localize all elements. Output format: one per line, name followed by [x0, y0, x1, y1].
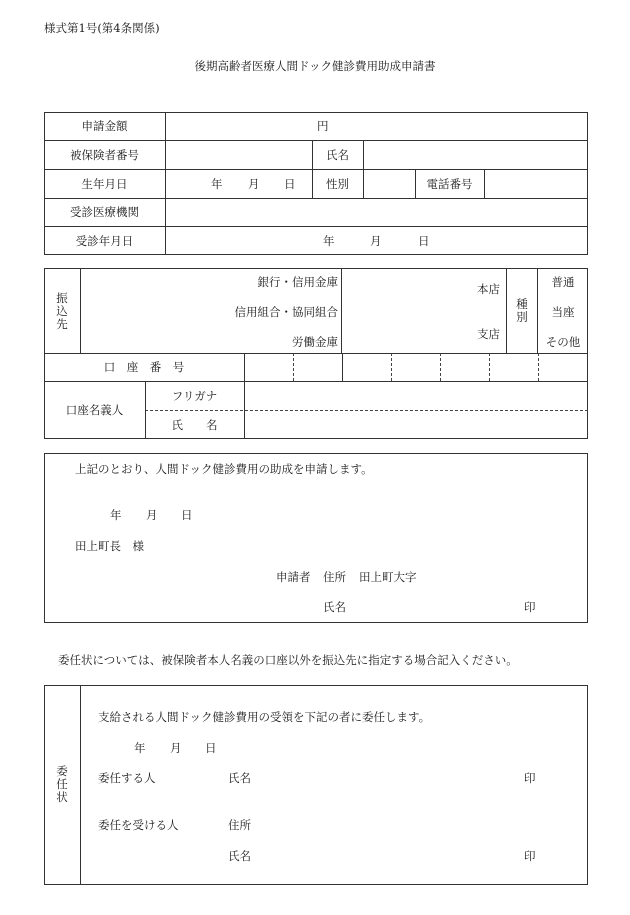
- exam-date-label: 受診年月日: [75, 234, 134, 248]
- account-type-other[interactable]: その他: [545, 335, 581, 349]
- furigana-label: フリガナ: [171, 389, 218, 403]
- birthdate-field[interactable]: [166, 170, 312, 198]
- birthdate-month-unit: 月: [248, 177, 260, 191]
- delegate-label: 委任を受ける人: [98, 818, 179, 832]
- insured-number-field[interactable]: [166, 141, 312, 169]
- bank-name-field[interactable]: [81, 269, 341, 353]
- amount-field[interactable]: [166, 113, 587, 140]
- delegator-name-label: 氏名: [228, 771, 251, 785]
- page-title: 後期高齢者医療人間ドック健診費用助成申請書: [194, 59, 436, 73]
- branch-type-main: 本店: [477, 282, 500, 296]
- holder-name-label: 氏 名: [171, 418, 218, 432]
- exam-date-day-unit: 日: [418, 234, 430, 248]
- bank-type-union: 信用組合・協同組合: [234, 305, 338, 319]
- account-kind-label: 種 別: [516, 297, 528, 324]
- gender-field[interactable]: [364, 170, 415, 198]
- delegate-seal: 印: [524, 849, 536, 863]
- delegation-month-unit: 月: [170, 741, 182, 755]
- form-number: 様式第1号(第4条関係): [44, 21, 160, 35]
- delegation-day-unit: 日: [205, 741, 217, 755]
- delegation-label: 委 任 状: [56, 764, 68, 804]
- branch-name-field[interactable]: [342, 269, 506, 353]
- delegate-address-field[interactable]: [255, 814, 517, 834]
- declaration-year-unit: 年: [110, 508, 122, 522]
- amount-unit: 円: [317, 119, 329, 133]
- applicant-address-value: 田上町大字: [359, 570, 417, 584]
- phone-label: 電話番号: [426, 177, 473, 191]
- holder-label: 口座名義人: [65, 403, 124, 417]
- birthdate-label: 生年月日: [81, 177, 128, 191]
- delegator-label: 委任する人: [98, 771, 156, 785]
- delegator-name-field[interactable]: [255, 767, 517, 787]
- delegation-note: 委任状については、被保険者本人名義の口座以外を振込先に指定する場合記入ください。: [58, 653, 518, 667]
- delegation-year-unit: 年: [134, 741, 146, 755]
- name-label: 氏名: [326, 148, 349, 162]
- bank-type-labor: 労働金庫: [292, 335, 338, 349]
- declaration-statement: 上記のとおり、人間ドック健診費用の助成を申請します。: [75, 462, 373, 476]
- declaration-day-unit: 日: [181, 508, 193, 522]
- account-type-current[interactable]: 当座: [551, 305, 575, 319]
- institution-field[interactable]: [166, 199, 587, 226]
- furigana-field[interactable]: [245, 382, 587, 410]
- applicant-label: 申請者: [276, 570, 311, 584]
- insured-number-label: 被保険者番号: [70, 148, 139, 162]
- delegate-name-label: 氏名: [228, 849, 251, 863]
- institution-label: 受診医療機関: [70, 205, 139, 219]
- declaration-month-unit: 月: [146, 508, 158, 522]
- exam-date-month-unit: 月: [370, 234, 382, 248]
- gender-label: 性別: [326, 177, 349, 191]
- holder-name-field[interactable]: [245, 411, 587, 438]
- amount-label: 申請金額: [81, 119, 128, 133]
- applicant-name-field[interactable]: [350, 596, 515, 616]
- account-number-field[interactable]: [245, 354, 587, 381]
- addressee: 田上町長 様: [75, 539, 144, 553]
- phone-field[interactable]: [485, 170, 587, 198]
- birthdate-day-unit: 日: [284, 177, 296, 191]
- bank-type-bank: 銀行・信用金庫: [257, 275, 338, 289]
- delegation-statement: 支給される人間ドック健診費用の受領を下記の者に委任します。: [98, 710, 431, 724]
- account-number-label: 口 座 番 号: [103, 360, 185, 374]
- exam-date-year-unit: 年: [323, 234, 335, 248]
- birthdate-year-unit: 年: [211, 177, 223, 191]
- transfer-label: 振 込 先: [56, 291, 68, 331]
- exam-date-field[interactable]: [166, 227, 587, 254]
- delegate-name-field[interactable]: [255, 845, 517, 865]
- applicant-name-label: 氏名: [323, 600, 346, 614]
- branch-type-branch: 支店: [477, 327, 500, 341]
- delegate-address-label: 住所: [228, 818, 251, 832]
- applicant-address-label: 住所: [323, 570, 346, 584]
- applicant-seal: 印: [524, 600, 536, 614]
- name-field[interactable]: [364, 141, 587, 169]
- delegator-seal: 印: [524, 771, 536, 785]
- account-type-ordinary[interactable]: 普通: [551, 275, 575, 289]
